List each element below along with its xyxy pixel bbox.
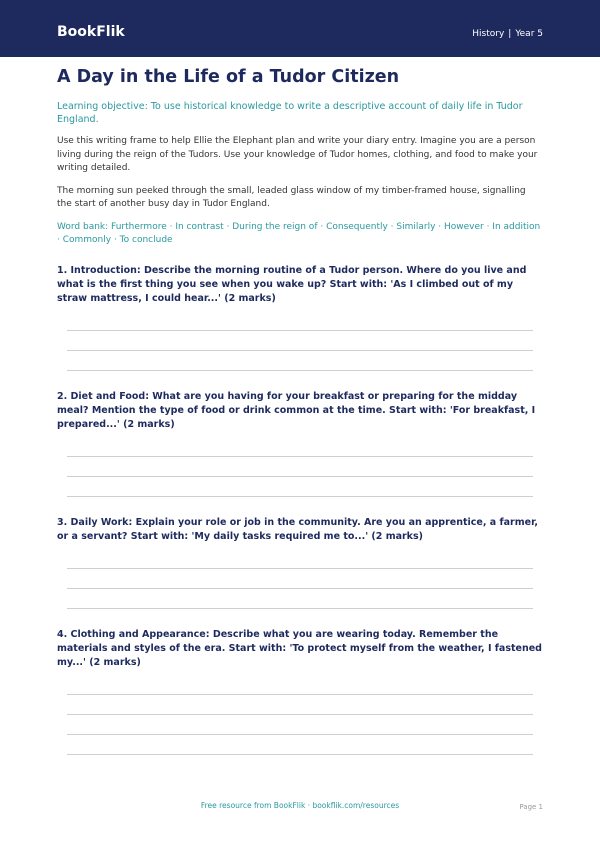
year-label: Year 5 bbox=[515, 29, 543, 39]
footer-link[interactable]: Free resource from BookFlik · bookflik.com/resources bbox=[200, 801, 400, 810]
answer-line[interactable] bbox=[67, 370, 533, 371]
worksheet-content bbox=[57, 66, 543, 774]
answer-line[interactable] bbox=[67, 694, 533, 695]
brand-logo: BookFlik bbox=[57, 24, 125, 40]
learning-objective: Learning objective: To use historical knowledge to write a descriptive account of daily life in Tudor England. bbox=[57, 101, 523, 125]
answer-line[interactable] bbox=[67, 754, 533, 755]
answer-line[interactable] bbox=[67, 714, 533, 715]
header-bar bbox=[0, 0, 600, 57]
separator: | bbox=[508, 29, 512, 39]
answer-lines-3 bbox=[67, 568, 533, 609]
answer-line[interactable] bbox=[67, 588, 533, 589]
answer-line[interactable] bbox=[67, 568, 533, 569]
answer-line[interactable] bbox=[67, 330, 533, 331]
subject-year bbox=[472, 27, 543, 41]
answer-line[interactable] bbox=[67, 350, 533, 351]
question-1: 1. Introduction: Describe the morning routine of a Tudor person. Where do you live and what is the first thing you see when you wake up? Start with: 'As I climbed out of my straw mattress, I could hear...' (2 marks) bbox=[57, 264, 527, 304]
subject-label: History bbox=[472, 29, 505, 39]
instructions: Use this writing frame to help Ellie the Elephant plan and write your diary entry. Imagine you are a person living during the reign of the Tudors. Use your knowledge of Tudor homes, clothing, and food to make your writing detailed. bbox=[57, 136, 538, 173]
answer-line[interactable] bbox=[67, 456, 533, 457]
answer-lines-1 bbox=[67, 330, 533, 371]
question-2: 2. Diet and Food: What are you having for your breakfast or preparing for the midday meal? Mention the type of food or drink common at the time. Start with: 'For breakfast, I prepared...' (2 marks) bbox=[57, 390, 536, 430]
answer-line[interactable] bbox=[67, 608, 533, 609]
answer-lines-2 bbox=[67, 456, 533, 497]
answer-line[interactable] bbox=[67, 476, 533, 477]
answer-lines-4 bbox=[67, 694, 533, 755]
word-bank: Word bank: Furthermore · In contrast · During the reign of · Consequently · Similarly · However · In addition · Commonly · To conclude bbox=[57, 221, 541, 245]
page-title: A Day in the Life of a Tudor Citizen bbox=[57, 67, 400, 87]
answer-line[interactable] bbox=[67, 734, 533, 735]
answer-line[interactable] bbox=[67, 496, 533, 497]
page-number: Page 1 bbox=[519, 803, 543, 811]
question-4: 4. Clothing and Appearance: Describe what you are wearing today. Remember the materials and styles of the era. Start with: 'To protect myself from the weather, I fastened my...' (2 marks) bbox=[57, 628, 542, 668]
question-3: 3. Daily Work: Explain your role or job in the community. Are you an apprentice, a farmer, or a servant? Start with: 'My daily tasks required me to...' (2 marks) bbox=[57, 516, 538, 542]
opening-sentence: The morning sun peeked through the small, leaded glass window of my timber-framed house, signalling the start of another busy day in Tudor England. bbox=[57, 185, 526, 209]
